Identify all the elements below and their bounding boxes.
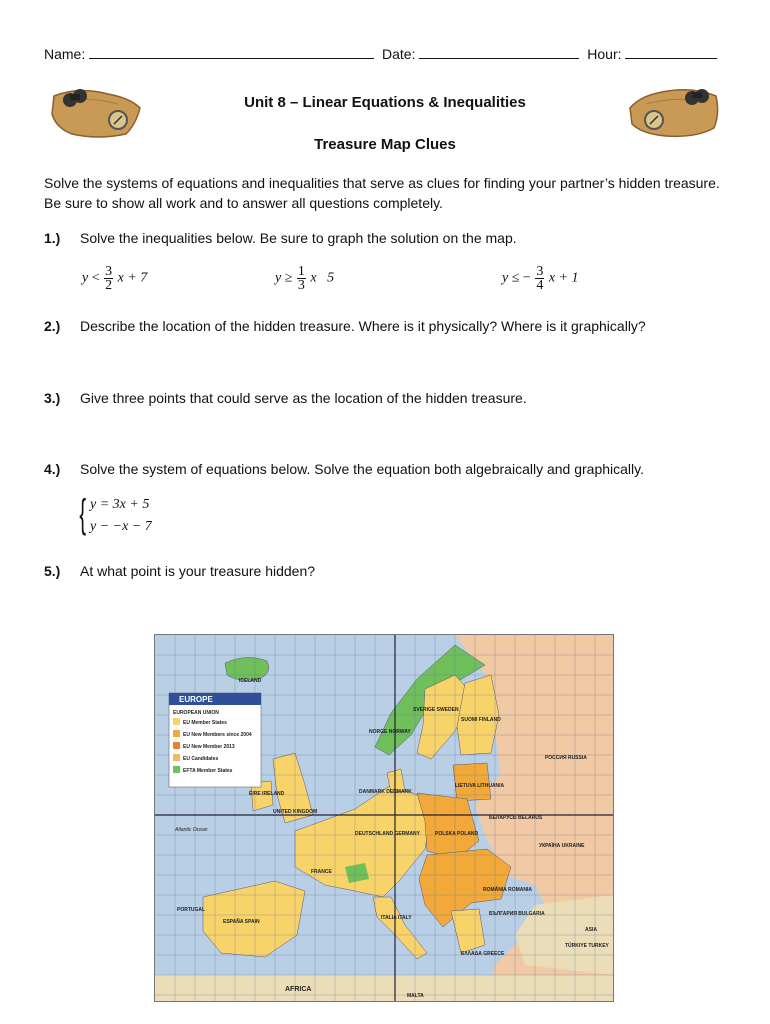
label-spain: ESPAÑA SPAIN [223,919,260,925]
legend-item: EU New Member 2013 [183,744,235,750]
label-lithuania: LIETUVA LITHUANIA [455,783,505,789]
legend-item: EU Member States [183,720,227,726]
intro-paragraph: Solve the systems of equations and inequalities that serve as clues for finding your partner’s hidden treasure. Be sure to show all work and to answer all questions completely. [44,175,720,211]
baltics-shape [453,763,491,801]
label-finland: SUOMI FINLAND [461,717,501,723]
legend-swatch [173,754,180,761]
hour-label: Hour: [587,46,622,62]
label-iceland: ICELAND [239,678,262,684]
europe-map [154,634,614,1002]
label-france: FRANCE [311,869,332,875]
question-1 [44,228,517,248]
header-line [44,46,717,62]
legend-item: EFTA Member States [183,768,233,774]
legend-subtitle: EUROPEAN UNION [173,710,219,716]
label-turkey: TÜRKIYE TURKEY [565,943,609,949]
legend-item: EU Candidates [183,756,219,762]
treasure-map-icon-left [48,84,144,142]
name-field[interactable] [89,46,374,59]
map-legend [169,693,261,787]
label-italy: ITALIA ITALY [381,915,412,921]
label-greece: ΕΛΛΑΔΑ GREECE [461,951,505,957]
inequality-1: y < $\frac{3}{2}$ x + 7 [82,264,148,293]
label-asia: ASIA [585,927,597,933]
inequality-2: y ≥ $\frac{1}{3}$ x 5 [275,264,335,293]
label-bulgaria: БЪЛГАРИЯ BULGARIA [489,911,545,917]
label-romania: ROMÂNIA ROMANIA [483,887,532,893]
label-malta: MALTA [407,993,424,999]
iceland-shape [225,657,269,680]
question-text: Solve the system of equations below. Solve the equation both algebraically and graphically. [80,461,644,477]
legend-swatch [173,718,180,725]
question-3 [44,388,527,408]
legend-title: EUROPE [179,695,213,704]
question-number: 5.) [44,563,61,579]
hour-field[interactable] [625,46,717,59]
question-2 [44,316,646,336]
legend-swatch [173,766,180,773]
label-norway: NORGE NORWAY [369,729,411,735]
question-number: 4.) [44,461,61,477]
question-number: 2.) [44,318,61,334]
label-africa: AFRICA [285,986,312,993]
legend-swatch [173,730,180,737]
unit-title: Unit 8 – Linear Equations & Inequalities [244,94,526,111]
label-russia: РОССИЯ RUSSIA [545,755,587,761]
brace-icon: { [79,492,87,536]
label-uk: UNITED KINGDOM [273,809,318,815]
date-label: Date: [382,46,416,62]
label-atlantic: Atlantic Ocean [175,827,208,833]
name-label: Name: [44,46,86,62]
question-text: Describe the location of the hidden treasure. Where is it physically? Where is it graphically? [80,318,646,334]
question-5 [44,561,315,581]
equation-1: y = 3x + 5 [90,497,150,512]
question-text: At what point is your treasure hidden? [80,563,316,579]
legend-item: EU New Members since 2004 [183,732,252,738]
label-ukraine: УКРАЇНА UKRAINE [539,843,585,849]
subtitle: Treasure Map Clues [314,136,456,153]
label-belarus: БЕЛАРУСЬ BELARUS [489,815,543,821]
question-text: Give three points that could serve as the location of the hidden treasure. [80,390,527,406]
question-number: 1.) [44,230,61,246]
label-poland: POLSKA POLAND [435,831,479,837]
inequality-3: y ≤ − $\frac{3}{4}$ x + 1 [502,264,579,293]
label-ireland: ÉIRE IRELAND [249,791,285,797]
label-sweden: SVERIGE SWEDEN [413,707,459,713]
equation-2: y − −x − 7 [90,519,152,534]
label-portugal: PORTUGAL [177,907,206,913]
label-denmark: DANMARK DENMARK [359,789,412,795]
label-germany: DEUTSCHLAND GERMANY [355,831,420,837]
africa-region [155,975,613,1001]
date-field[interactable] [419,46,579,59]
legend-swatch [173,742,180,749]
map-graphic [155,635,613,1001]
question-text: Solve the inequalities below. Be sure to graph the solution on the map. [80,230,517,246]
question-4 [44,459,644,479]
question-number: 3.) [44,390,61,406]
treasure-map-icon-right [626,84,722,142]
